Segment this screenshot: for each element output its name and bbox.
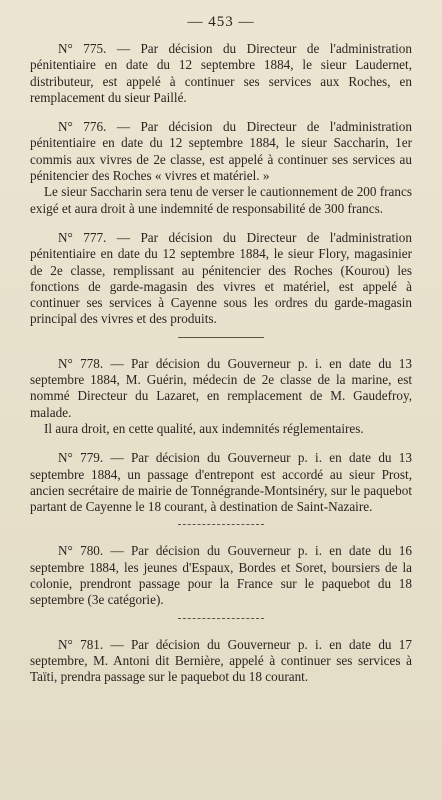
spacer — [30, 217, 412, 230]
entry-775 — [30, 41, 412, 106]
entry-paragraph: N° 778. — Par décision du Gouverneur p. i. en date du 13 septembre 1884, M. Guérin, médecin de 2e classe de la marine, est nommé Directeur du Lazaret, en remplacement de M. Gaudefroy, malade. — [30, 355, 412, 420]
entry-paragraph: Le sieur Saccharin sera tenu de verser le cautionnement de 200 francs exigé et aura droit à une indemnité de responsabilité de 300 francs. — [30, 184, 412, 216]
entry-778 — [30, 356, 412, 437]
entry-780 — [30, 543, 412, 608]
spacer — [30, 106, 412, 119]
entry-779 — [30, 450, 412, 515]
entry-paragraph: N° 775. — Par décision du Directeur de l'administration pénitentiaire en date du 12 septembre 1884, le sieur Laudernet, distributeur, est appelé à continuer ses services aux Roches, en remplacement du sieur Paillé. — [30, 41, 412, 105]
entry-paragraph: Il aura droit, en cette qualité, aux indemnités réglementaires. — [44, 420, 364, 436]
entry-777 — [30, 230, 412, 328]
entry-776 — [30, 119, 412, 217]
entry-781 — [30, 637, 412, 686]
section-rule — [178, 618, 264, 619]
entry-paragraph: N° 781. — Par décision du Gouverneur p. i. en date du 17 septembre, M. Antoni dit Bernière, appelé à continuer ses services à Taïti, prendra passage sur le paquebot du 18 courant. — [30, 636, 412, 685]
section-rule — [178, 524, 264, 525]
section-rule — [178, 337, 264, 338]
entry-paragraph: N° 777. — Par décision du Directeur de l'administration pénitentiaire en date du 12 septembre 1884, le sieur Flory, magasinier de 2e classe, remplissant au pénitencier des Roches (Kourou) les fonctions de garde-magasin des vivres et matériel, est appelé à continuer ses services à Cayenne sous les ordres du garde-magasin principal des vivres et des produits. — [30, 229, 412, 327]
page-number: — 453 — — [187, 14, 255, 30]
entry-paragraph: N° 776. — Par décision du Directeur de l'administration pénitentiaire en date du 12 septembre 1884, le sieur Saccharin, 1er commis aux vivres de 2e classe, est appelé à continuer ses services au pénitencier des Roches « vivres et matériel. » — [30, 119, 412, 184]
entry-paragraph: N° 780. — Par décision du Gouverneur p. i. en date du 16 septembre 1884, les jeunes d'Espaux, Bordes et Soret, boursiers de la colonie, prendront passage pour la France sur le paquebot du 18 septembre (3e catégorie). — [30, 543, 412, 608]
spacer — [30, 437, 412, 450]
entry-paragraph: N° 779. — Par décision du Gouverneur p. i. en date du 13 septembre 1884, un passage d'entrepont est accordé au sieur Prost, ancien secrétaire de mairie de Tonnégrande-Montsinéry, sur le paquebot partant de Cayenne le 18 courant, à destination de Saint-Nazaire. — [30, 450, 412, 515]
